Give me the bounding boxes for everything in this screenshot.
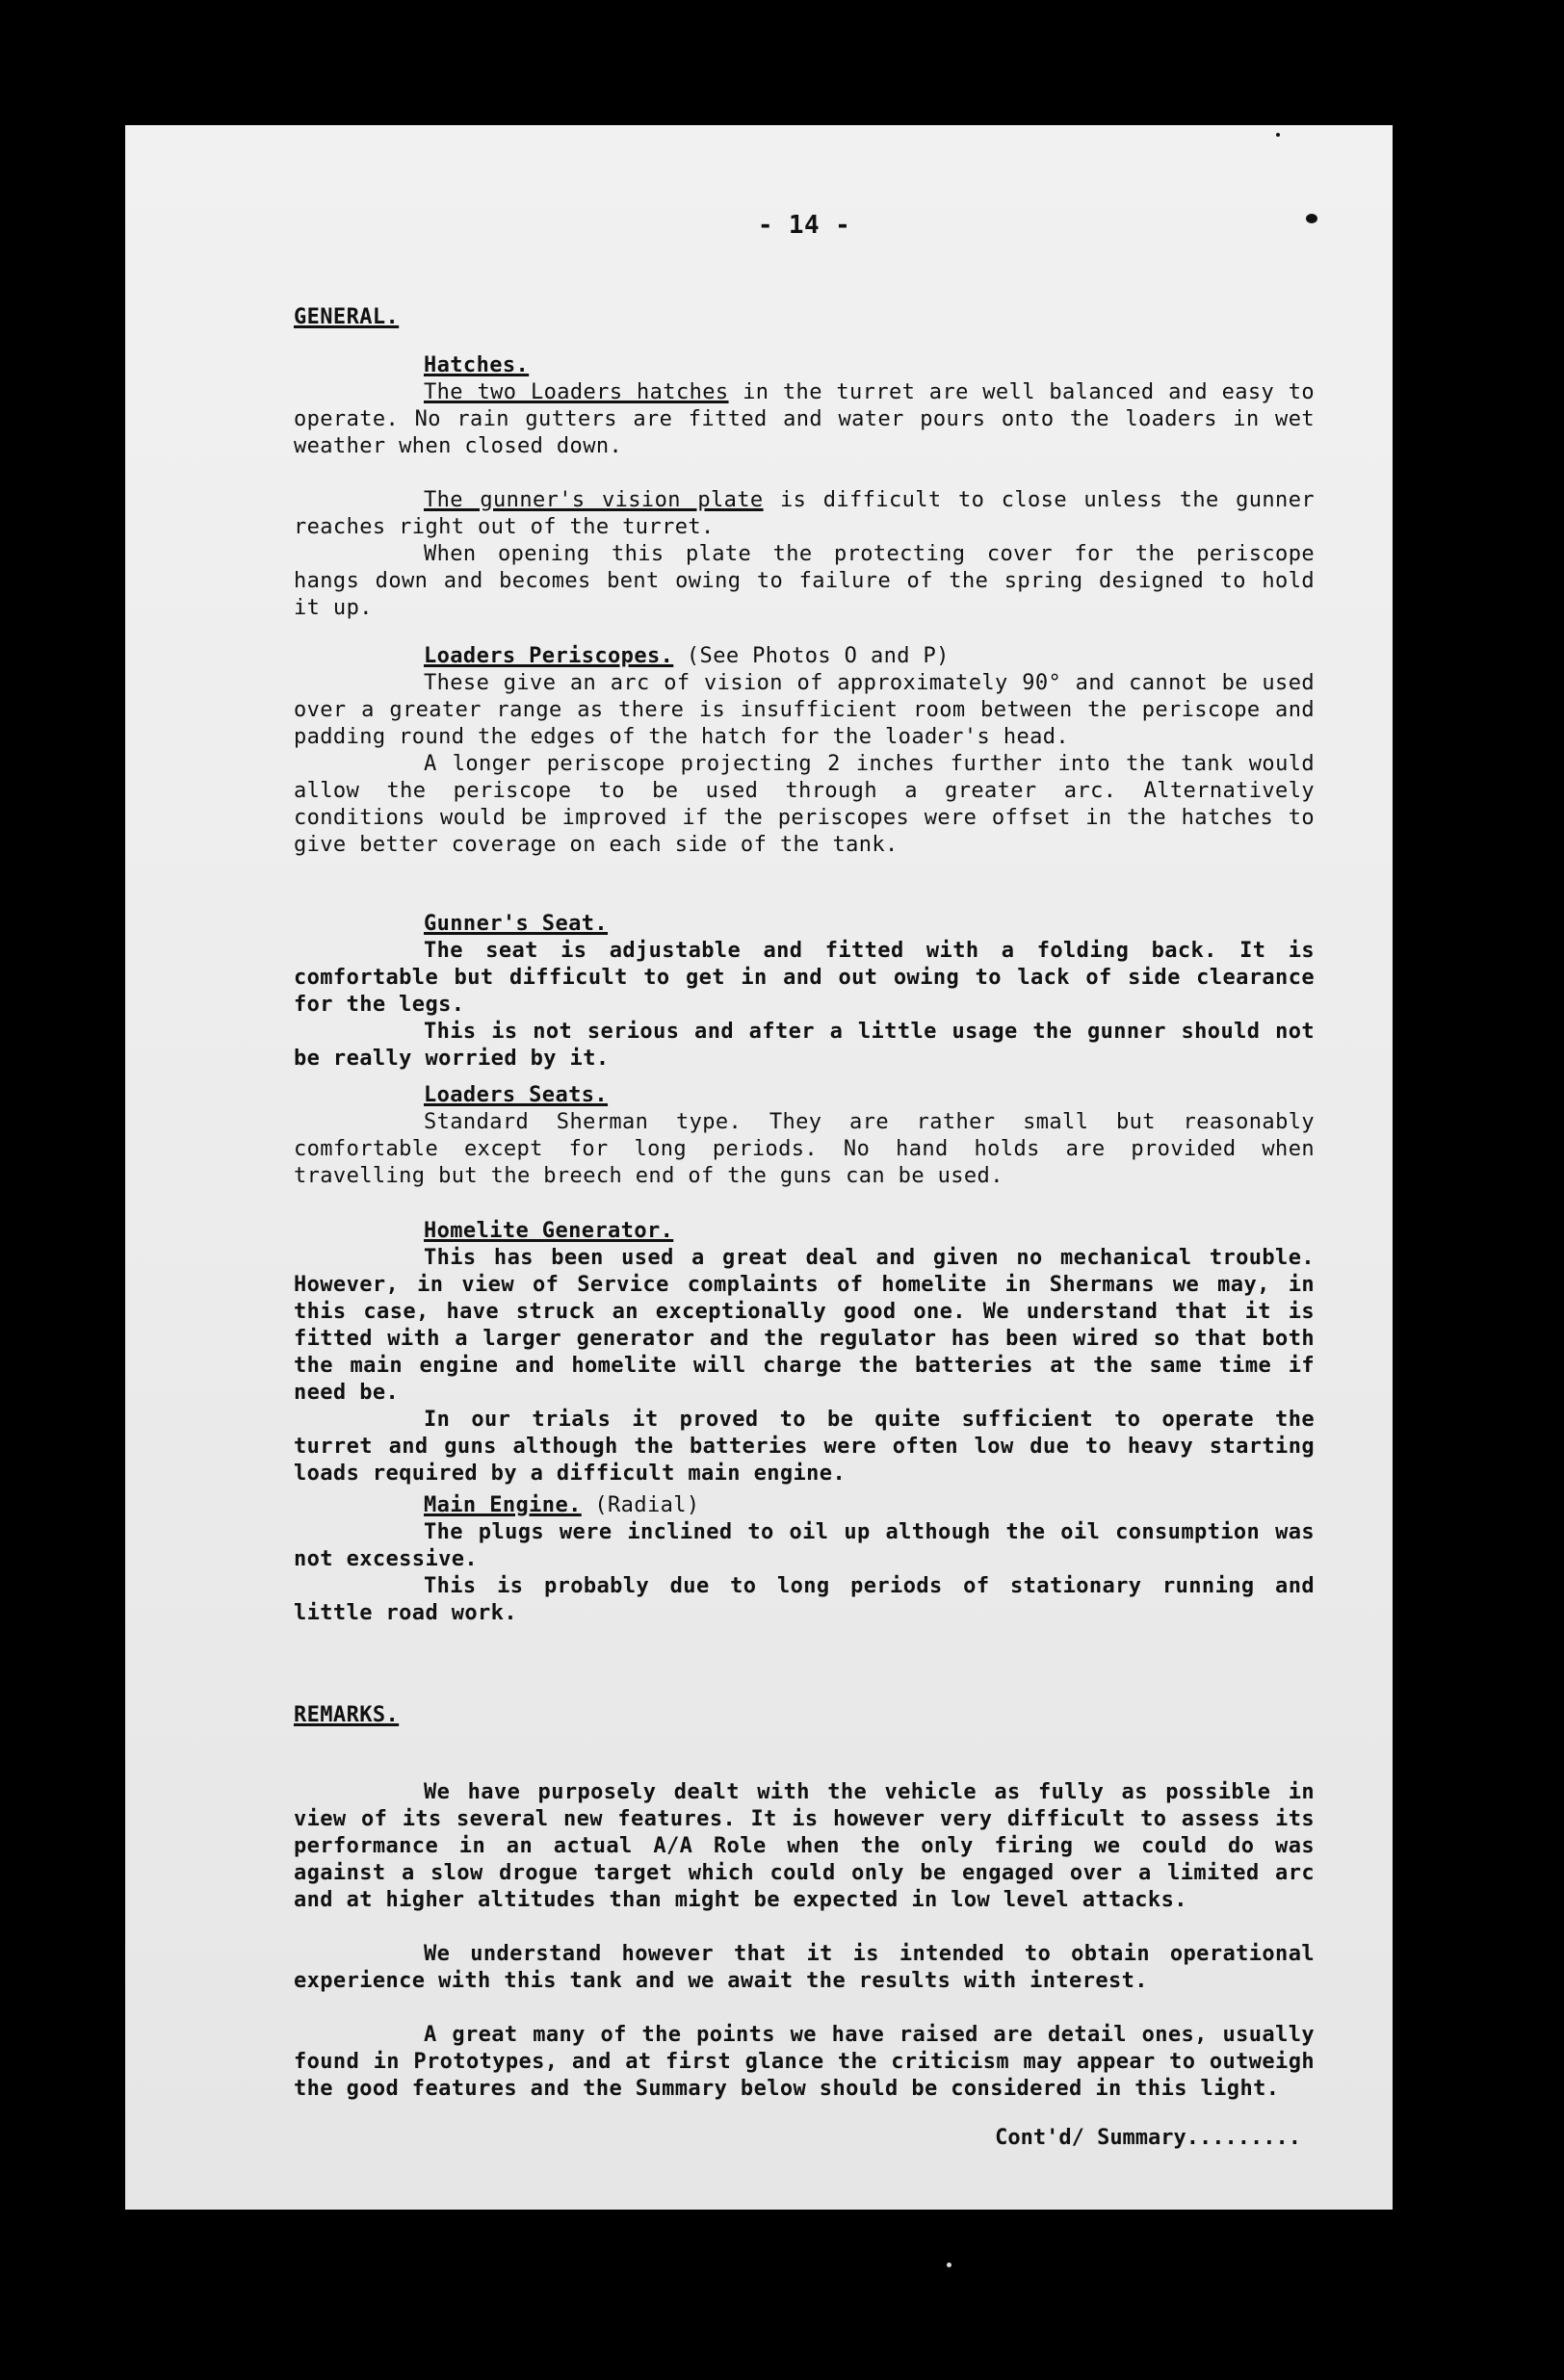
loaders-seats-section	[294, 1082, 1315, 1190]
periscopes-paragraph-2: A longer periscope projecting 2 inches further into the tank would allow the periscope to be used through a greater arc. Alternatively conditions would be improved if the periscopes were offset in the hatches to give better coverage on each side of the tank.	[294, 752, 1315, 857]
gunners-seat-section	[294, 911, 1315, 1073]
remarks-paragraph-3: A great many of the points we have raised are detail ones, usually found in Prototypes, and at first glance the criticism may appear to outweigh the good features and the Summary below should be considered in this light.	[294, 2023, 1315, 2101]
gunners-seat-paragraph-1: The seat is adjustable and fitted with a folding back. It is comfortable but difficult to get in and out owing to lack of side clearance for the legs.	[294, 939, 1315, 1017]
periscopes-paragraph-1: These give an arc of vision of approximately 90° and cannot be used over a greater range as there is insufficient room between the periscope and padding round the edges of the hatch for the loader's head.	[294, 671, 1315, 749]
main-engine-paragraph-1: The plugs were inclined to oil up although the oil consumption was not excessive.	[294, 1520, 1315, 1571]
document-page	[125, 125, 1393, 2210]
remarks-paragraph-1: We have purposely dealt with the vehicle as fully as possible in view of its several new features. It is however very difficult to assess its performance in an actual A/A Role when the only firing we could do was against a slow drogue target which could only be engaged over a limited arc and at higher altitudes than might be expected in low level attacks.	[294, 1780, 1315, 1912]
remarks-body	[294, 1779, 1315, 2103]
hatches-lead: The two Loaders hatches	[424, 380, 729, 404]
remarks-section	[294, 1702, 1315, 1729]
hatches-title: Hatches.	[424, 353, 530, 377]
main-engine-paragraph-2: This is probably due to long periods of stationary running and little road work.	[294, 1574, 1315, 1625]
homelite-generator-title: Homelite Generator.	[424, 1219, 674, 1243]
general-section	[294, 304, 1315, 331]
general-heading: GENERAL.	[294, 305, 400, 329]
paper-speck	[1276, 133, 1280, 137]
periscopes-photo-note: (See Photos O and P)	[673, 644, 950, 668]
hatches-p2-text: is difficult to close unless the gunner reaches right out of the turret.	[294, 488, 1315, 539]
page-number: - 14 -	[757, 211, 851, 240]
loaders-periscopes-section	[294, 643, 1315, 859]
loaders-seats-paragraph-1: Standard Sherman type. They are rather small but reasonably comfortable except for long periods. No hand holds are provided when travelling but the breech end of the guns can be used.	[294, 1110, 1315, 1188]
hatches-paragraph-1	[294, 379, 1315, 460]
gunners-seat-paragraph-2: This is not serious and after a little usage the gunner should not be really worried by it.	[294, 1020, 1315, 1071]
main-engine-note: (Radial)	[581, 1493, 700, 1517]
loaders-seats-title: Loaders Seats.	[424, 1083, 609, 1107]
homelite-paragraph-1: This has been used a great deal and given no mechanical trouble. However, in view of Service complaints of homelite in Shermans we may, in this case, have struck an exceptionally good one. We understand that it is fitted with a larger generator and the regulator has been wired so that both the main engine and homelite will charge the batteries at the same time if need be.	[294, 1246, 1315, 1405]
hatches-paragraph-3: When opening this plate the protecting cover for the periscope hangs down and becomes bent owing to failure of the spring designed to hold it up.	[294, 542, 1315, 620]
homelite-paragraph-2: In our trials it proved to be quite sufficient to operate the turret and guns although the batteries were often low due to heavy starting loads required by a difficult main engine.	[294, 1408, 1315, 1486]
paper-speck	[1306, 214, 1317, 223]
main-engine-title: Main Engine.	[424, 1493, 582, 1517]
homelite-generator-section	[294, 1218, 1315, 1488]
hatches-p1-text: in the turret are well balanced and easy to operate. No rain gutters are fitted and water pours onto the loaders in wet weather when closed down.	[294, 380, 1315, 458]
gunners-seat-title: Gunner's Seat.	[424, 912, 609, 936]
vision-plate-lead: The gunner's vision plate	[424, 488, 764, 512]
loaders-periscopes-title: Loaders Periscopes.	[424, 644, 674, 668]
continuation-note: Cont'd/ Summary.........	[995, 2126, 1301, 2150]
film-speck	[947, 2263, 951, 2267]
main-engine-section	[294, 1492, 1315, 1627]
remarks-heading: REMARKS.	[294, 1703, 400, 1727]
hatches-paragraph-2	[294, 487, 1315, 541]
hatches-section	[294, 352, 1315, 622]
remarks-paragraph-2: We understand however that it is intended to obtain operational experience with this tank and we await the results with interest.	[294, 1942, 1315, 1993]
